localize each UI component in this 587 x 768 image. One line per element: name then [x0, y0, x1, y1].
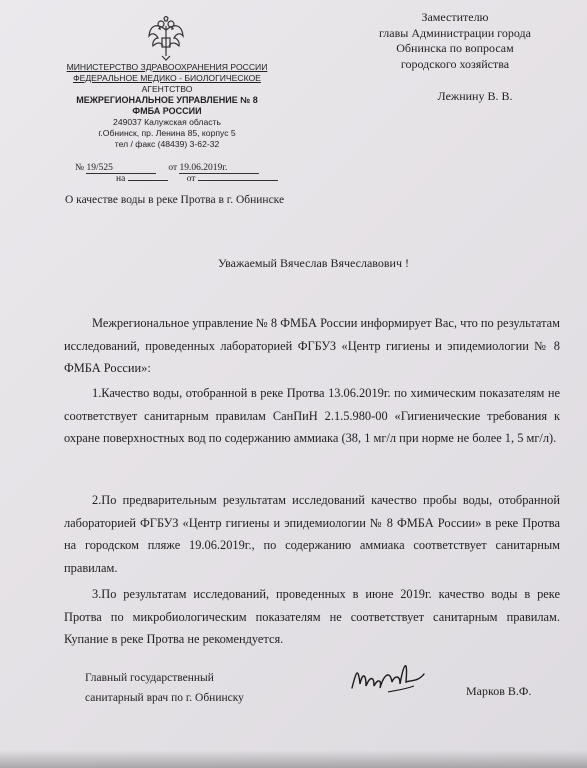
coat-of-arms-icon [146, 16, 186, 62]
addressee-line: городского хозяйства [400, 56, 510, 71]
addressee-name: Лежнину В. В. [437, 89, 513, 103]
org-address-street: г.Обнинск, пр. Ленина 85, корпус 5 [98, 128, 236, 138]
addressee-line: Заместителю [421, 10, 489, 24]
signatory-name: Марков В.Ф. [466, 684, 532, 698]
org-agency-cont: АГЕНТСТВО [141, 84, 193, 94]
ref-date: 19.06.2019г. [179, 163, 259, 174]
paragraph-text: 3.По результатам исследований, проведенных в июне 2019г. качество воды в реке Протва по микробиологическим показателям не соответствует санитарным правилам. Купание в реке Протва не рекомендуется. [64, 587, 560, 646]
org-agency: ФЕДЕРАЛЬНОЕ МЕДИКО - БИОЛОГИЧЕСКОЕ [73, 73, 261, 83]
ref-on-from-blank [198, 180, 278, 181]
ref-number: 19/525 [86, 163, 156, 174]
org-phone: тел / факс (48439) 3-62-32 [114, 139, 220, 149]
ref-number-label: № [75, 163, 85, 173]
ref-on-from-label: от [186, 174, 196, 184]
ref-on-label: на [116, 174, 126, 184]
body-paragraph-3 [64, 583, 560, 651]
ref-date-label: от [168, 163, 178, 173]
body-paragraph-1 [64, 382, 560, 450]
signatory-title-line: Главный государственный [85, 672, 214, 684]
incoming-reference [116, 174, 278, 184]
organization-letterhead [56, 62, 278, 150]
paragraph-text: Межрегиональное управление № 8 ФМБА России информирует Вас, что по результатам исследований, проведенных лабораторией ФГБУЗ «Центр гигиены и эпидемиологии № 8 ФМБА России»: [64, 316, 560, 375]
body-paragraph-intro [64, 312, 560, 380]
ref-on-blank [128, 180, 168, 181]
addressee-line: Обнинска по вопросам [396, 41, 514, 55]
org-address-region: 249037 Калужская область [113, 117, 221, 127]
outgoing-reference [75, 163, 259, 174]
page-bottom-shadow [0, 750, 587, 768]
handwritten-signature [348, 652, 428, 702]
org-ministry: МИНИСТЕРСТВО ЗДРАВООХРАНЕНИЯ РОССИИ [66, 62, 268, 72]
letter-greeting: Уважаемый Вячеслав Вячеславович ! [217, 256, 409, 270]
org-department-cont: ФМБА РОССИИ [132, 106, 202, 116]
letter-subject: О качестве воды в реке Протва в г. Обнинске [65, 194, 285, 206]
addressee-line: главы Администрации города [378, 25, 531, 40]
paragraph-text: 1.Качество воды, отобранной в реке Протва 13.06.2019г. по химическим показателям не соответствует санитарным правилам СанПиН 2.1.5.980-00 «Гигиенические требования к охране поверхностных вод по содержанию аммиака (38, 1 мг/л при норме не более 1, 5 мг/л). [64, 386, 560, 445]
signatory-title-line: санитарный врач по г. Обнинску [85, 692, 244, 704]
body-paragraph-2 [64, 489, 560, 579]
org-department: МЕЖРЕГИОНАЛЬНОЕ УПРАВЛЕНИЕ № 8 [76, 95, 258, 105]
paragraph-text: 2.По предварительным результатам исследований качество пробы воды, отобранной лабораторией ФГБУЗ «Центр гигиены и эпидемиологии № 8 ФМБА России» в реке Протва на городском пляже 19.06.2019г., по содержанию аммиака соответствует санитарным правилам. [64, 493, 560, 575]
signatory-title [85, 668, 244, 708]
addressee-block [360, 10, 550, 105]
